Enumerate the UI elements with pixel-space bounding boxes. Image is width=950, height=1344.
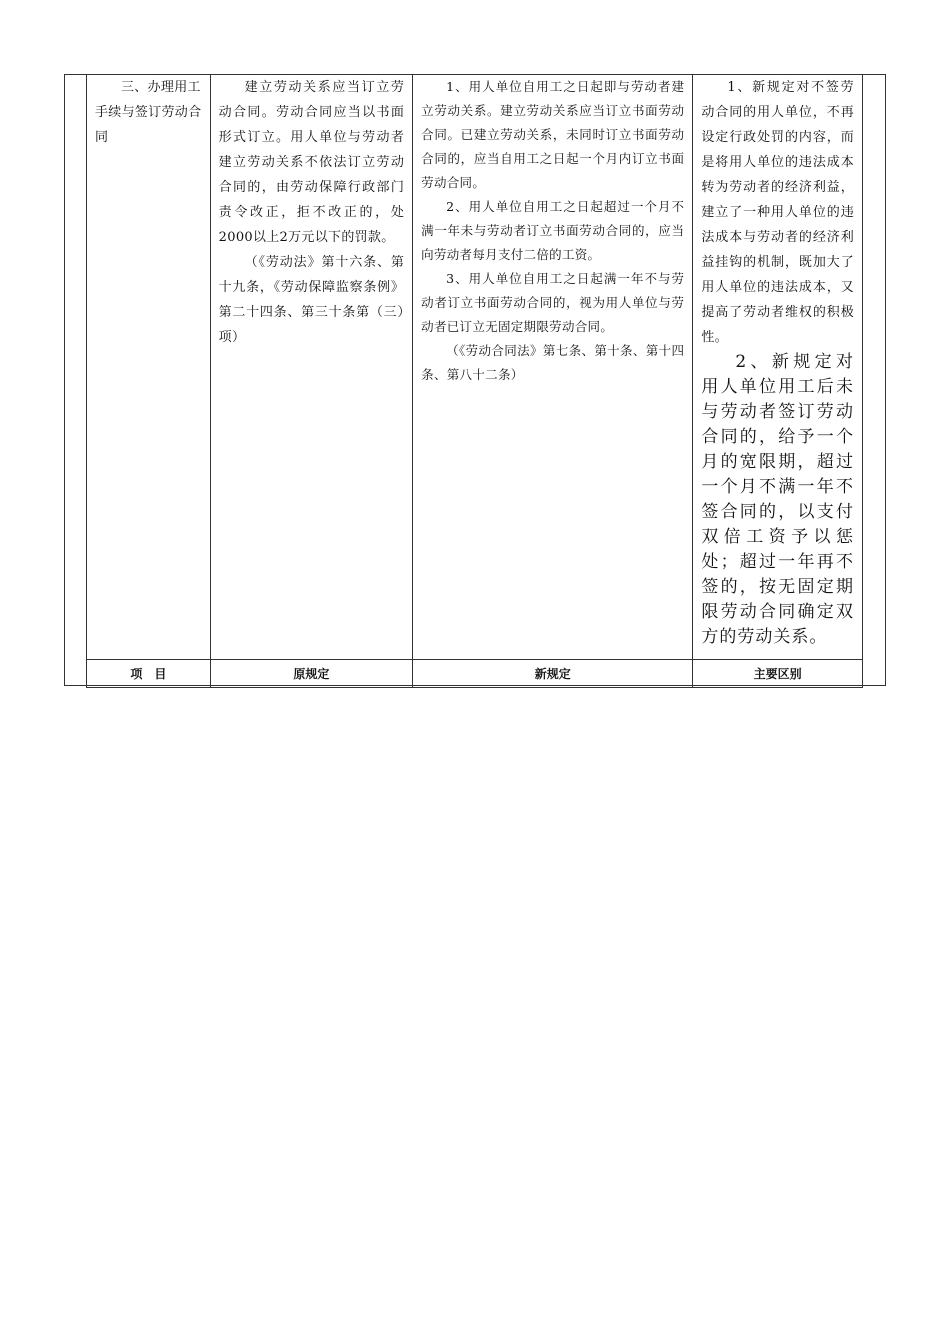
table-header-row [87,660,863,688]
table-row [87,75,863,660]
difference-1: 1、新规定对不签劳动合同的用人单位，不再设定行政处罚的内容，而是将用人单位的违法成本转为劳动者的经济利益，建立了一种用人单位的违法成本与劳动者的经济利益挂钩的机制，既加大了用人单位的违法成本，又提高了劳动者维权的积极性。 [701,80,854,345]
difference-cell [693,75,863,660]
header-item: 项 目 [87,660,211,688]
new-rule-3: 3、用人单位自用工之日起满一年不与劳动者订立书面劳动合同的，视为用人单位与劳动者已订立无固定期限劳动合同。 [421,271,685,334]
original-rule-cell [210,75,412,660]
new-rule-2: 2、用人单位自用工之日起超过一个月不满一年未与劳动者订立书面劳动合同的，应当向劳动者每月支付二倍的工资。 [421,199,685,262]
item-text: 三、办理用工手续与签订劳动合同 [95,80,202,145]
comparison-table [86,74,863,688]
original-text: 建立劳动关系应当订立劳动合同。劳动合同应当以书面形式订立。用人单位与劳动者建立劳动关系不依法订立劳动合同的，由劳动保障行政部门责令改正，拒不改正的，处2000以上2万元以下的罚款。 [218,80,405,245]
new-rule-cell [413,75,693,660]
header-difference: 主要区别 [693,660,863,688]
original-reference: （《劳动法》第十六条、第十九条，《劳动保障监察条例》第二十四条、第三十条第（三）项） [218,255,405,345]
new-rule-1: 1、用人单位自用工之日起即与劳动者建立劳动关系。建立劳动关系应当订立书面劳动合同。已建立劳动关系，未同时订立书面劳动合同的，应当自用工之日起一个月内订立书面劳动合同。 [421,79,685,190]
header-original: 原规定 [210,660,412,688]
new-rule-reference: （《劳动合同法》第七条、第十条、第十四条、第八十二条） [421,343,685,382]
header-new: 新规定 [413,660,693,688]
difference-2: 2、新规定对用人单位用工后未与劳动者签订劳动合同的，给予一个月的宽限期，超过一个月不满一年不签合同的，以支付双倍工资予以惩处；超过一年再不签的，按无固定期限劳动合同确定双方的劳动关系。 [701,352,854,647]
item-cell [87,75,211,660]
